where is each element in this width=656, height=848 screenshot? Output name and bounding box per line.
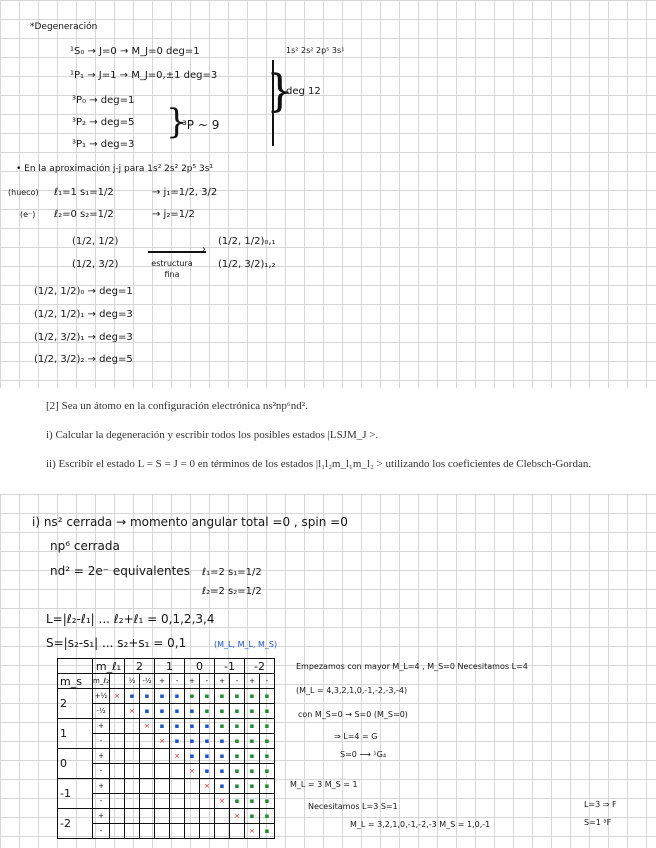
brace-total: }	[266, 66, 294, 117]
jj-deg-4: (1/2, 3/2)₂ → deg=5	[34, 354, 133, 365]
col-header-3: 0	[185, 659, 215, 674]
sol-ml-note: (M_L, M_L, M_S)	[214, 640, 278, 649]
sol-line-2: np⁶ cerrada	[50, 539, 120, 553]
note-2: (M_L = 4,3,2,1,0,-1,-2,-3,-4)	[296, 686, 408, 695]
jj-deg-1: (1/2, 1/2)₀ → deg=1	[34, 286, 133, 297]
sol-l1-s1: ℓ₁=2 s₁=1/2	[202, 567, 262, 578]
jj-row2-j: → j₂=1/2	[152, 209, 195, 220]
corner-ml2: m_ℓ₂	[93, 674, 110, 689]
table-row: - × ▪ ▪ ▪ ▪ ▪ ▪ ▪	[58, 734, 275, 749]
note-3: con M_S=0 → S=0 (M_S=0)	[298, 710, 408, 719]
jj-pair-left-2: (1/2, 3/2)	[72, 259, 119, 270]
problem-title: [2] Sea un átomo en la configuración electrónica ns²np⁶nd².	[46, 400, 308, 412]
jj-arrow-head: ›	[202, 244, 206, 255]
top-line-5: ³P₁ → deg=3	[72, 139, 135, 150]
row-header-3: 0	[58, 749, 93, 779]
corner-ml1: m_ℓ₁	[93, 659, 125, 674]
row-header-5: -2	[58, 809, 93, 839]
note-10: S=1 ³F	[584, 818, 612, 827]
brace-p: }	[166, 102, 188, 142]
top-line-4: ³P₂ → deg=5	[72, 117, 135, 128]
sol-line-3: nd² = 2e⁻ equivalentes	[50, 564, 190, 578]
note-5: S=0 ⟶ ¹G₄	[340, 750, 387, 759]
sol-l2-s2: ℓ₂=2 s₂=1/2	[202, 586, 262, 597]
table-row: - × ▪	[58, 824, 275, 839]
sol-line-5: S=|s₂-s₁| ... s₂+s₁ = 0,1	[46, 636, 187, 650]
top-config: 1s² 2s² 2p⁵ 3s¹	[286, 46, 345, 55]
table-row: 1 + × ▪ ▪ ▪ ▪ ▪ ▪ ▪ ▪	[58, 719, 275, 734]
jj-arrow	[148, 251, 206, 253]
table-row: - × ▪ ▪ ▪	[58, 794, 275, 809]
microstate-table: m_ℓ₁ 2 1 0 -1 -2 m_s m_ℓ₂ ½ -½ + - + - + - + - 2 +½ × ▪ ▪ ▪ ▪ ▪ ▪ ▪ ▪ ▪ ▪ -½ × ▪ ▪ ▪ ▪ ▪ ▪ ▪ ▪ ▪ 1 + × ▪ ▪ ▪ ▪ ▪ ▪ ▪ ▪ - × ▪ ▪ ▪ ▪ ▪ ▪ ▪ 0 + × ▪ ▪ ▪ ▪ ▪ ▪ - × ▪ ▪ ▪ ▪ ▪ -1 + × ▪ ▪ ▪ ▪ - × ▪ ▪ ▪ -2 + × ▪ ▪ - × ▪	[57, 658, 275, 839]
jj-row1-j: → j₁=1/2, 3/2	[152, 187, 218, 198]
table-row: 0 + × ▪ ▪ ▪ ▪ ▪ ▪	[58, 749, 275, 764]
jj-title: • En la aproximación j-j para 1s² 2s² 2p⁵ 3s¹	[16, 164, 213, 174]
top-p9: ³P ~ 9	[182, 118, 220, 132]
top-line-3: ³P₀ → deg=1	[72, 95, 135, 106]
top-line-1: ¹S₀ → J=0 → M_J=0 deg=1	[70, 46, 200, 57]
jj-row1-l: ℓ₁=1 s₁=1/2	[54, 187, 114, 198]
jj-row2-label: (e⁻)	[20, 210, 36, 219]
sol-line-4: L=|ℓ₂-ℓ₁| ... ℓ₂+ℓ₁ = 0,1,2,3,4	[46, 612, 215, 626]
col-header-2: 1	[155, 659, 185, 674]
jj-deg-2: (1/2, 1/2)₁ → deg=3	[34, 309, 133, 320]
problem-part-ii: ii) Escribir el estado L = S = J = 0 en términos de los estados |l₁l₂m_l₁m_l₂ > utilizando los coeficientes de Clebsch-Gordan.	[46, 458, 592, 470]
row-header-1: 2	[58, 689, 93, 719]
heading-degeneracion: *Degeneración	[30, 22, 98, 32]
col-header-5: -2	[245, 659, 275, 674]
note-4: ⇒ L=4 = G	[334, 732, 378, 741]
note-8: M_L = 3,2,1,0,-1,-2,-3 M_S = 1,0,-1	[350, 820, 491, 829]
note-9: L=3 ⇒ F	[584, 800, 617, 809]
note-7: Necesitamos L=3 S=1	[308, 802, 398, 811]
jj-deg-3: (1/2, 3/2)₁ → deg=3	[34, 332, 133, 343]
table-row: 2 +½ × ▪ ▪ ▪ ▪ ▪ ▪ ▪ ▪ ▪ ▪	[58, 689, 275, 704]
table-row: -1 + × ▪ ▪ ▪ ▪	[58, 779, 275, 794]
table-row: - × ▪ ▪ ▪ ▪ ▪	[58, 764, 275, 779]
note-1: Empezamos con mayor M_L=4 , M_S=0 Necesitamos L=4	[296, 662, 528, 671]
corner-blank	[58, 659, 93, 674]
jj-pair-right-1: (1/2, 1/2)₀,₁	[218, 236, 276, 247]
top-sum: deg 12	[286, 86, 321, 97]
top-line-2: ¹P₁ → J=1 → M_J=0,±1 deg=3	[70, 70, 218, 81]
jj-row2-l: ℓ₂=0 s₂=1/2	[54, 209, 114, 220]
row-header-4: -1	[58, 779, 93, 809]
sol-line-1: i) ns² cerrada → momento angular total =0 , spin =0	[32, 515, 348, 529]
jj-pair-right-2: (1/2, 3/2)₁,₂	[218, 259, 276, 270]
row-header-2: 1	[58, 719, 93, 749]
col-header-4: -1	[215, 659, 245, 674]
ms-label: m_s	[58, 674, 93, 689]
problem-part-i: i) Calcular la degeneración y escribir todos los posibles estados |LSJM_J >.	[46, 429, 379, 441]
jj-row1-label: (hueco)	[8, 188, 39, 197]
col-header-1: 2	[125, 659, 155, 674]
note-6: M_L = 3 M_S = 1	[290, 780, 358, 789]
jj-arrow-label: estructura fina	[151, 259, 193, 279]
table-row: -½ × ▪ ▪ ▪ ▪ ▪ ▪ ▪ ▪ ▪	[58, 704, 275, 719]
table-row: -2 + × ▪ ▪	[58, 809, 275, 824]
jj-pair-left-1: (1/2, 1/2)	[72, 236, 119, 247]
